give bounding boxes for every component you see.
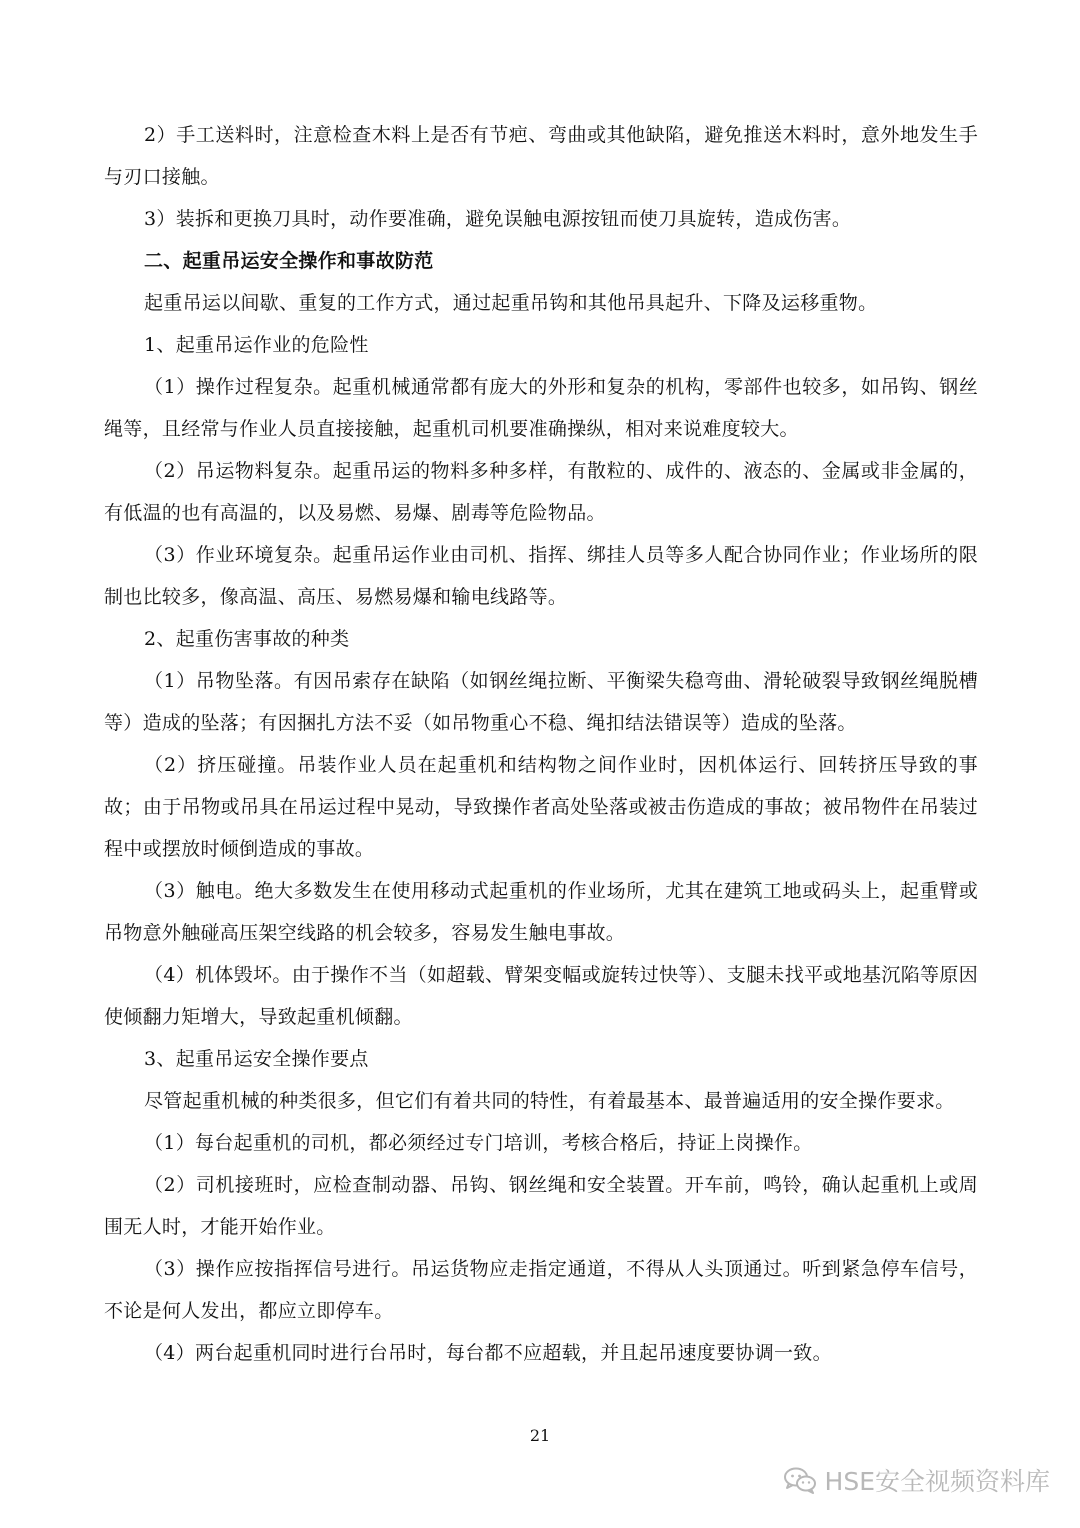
paragraph: （3）触电。绝大多数发生在使用移动式起重机的作业场所，尤其在建筑工地或码头上，起重臂或吊物意外触碰高压架空线路的机会较多，容易发生触电事故。 xyxy=(104,880,978,944)
subsection-heading: 2、起重伤害事故的种类 xyxy=(144,628,350,650)
page-content xyxy=(104,114,978,1374)
subsection-heading: 1、起重吊运作业的危险性 xyxy=(144,334,369,356)
paragraph: 3）装拆和更换刀具时，动作要准确，避免误触电源按钮而使刀具旋转，造成伤害。 xyxy=(144,208,852,230)
page-number: 21 xyxy=(529,1426,551,1445)
paragraph: 2）手工送料时，注意检查木料上是否有节疤、弯曲或其他缺陷，避免推送木料时，意外地发生手与刃口接触。 xyxy=(104,124,978,188)
paragraph: 起重吊运以间歇、重复的工作方式，通过起重吊钩和其他吊具起升、下降及运移重物。 xyxy=(144,292,878,314)
paragraph: （4）机体毁坏。由于操作不当（如超载、臂架变幅或旋转过快等）、支腿未找平或地基沉陷等原因使倾翻力矩增大，导致起重机倾翻。 xyxy=(104,964,978,1028)
paragraph: （3）作业环境复杂。起重吊运作业由司机、指挥、绑挂人员等多人配合协同作业；作业场所的限制也比较多，像高温、高压、易燃易爆和输电线路等。 xyxy=(104,544,978,608)
paragraph: （2）司机接班时，应检查制动器、吊钩、钢丝绳和安全装置。开车前，鸣铃，确认起重机上或周围无人时，才能开始作业。 xyxy=(104,1174,978,1238)
paragraph: 尽管起重机械的种类很多，但它们有着共同的特性，有着最基本、最普遍适用的安全操作要求。 xyxy=(144,1090,955,1112)
paragraph: （3）操作应按指挥信号进行。吊运货物应走指定通道，不得从人头顶通过。听到紧急停车信号，不论是何人发出，都应立即停车。 xyxy=(104,1258,978,1322)
paragraph: （2）吊运物料复杂。起重吊运的物料多种多样，有散粒的、成件的、液态的、金属或非金属的，有低温的也有高温的，以及易燃、易爆、剧毒等危险物品。 xyxy=(104,460,978,524)
watermark-text: HSE安全视频资料库 xyxy=(824,1467,1050,1496)
paragraph: （1）吊物坠落。有因吊索存在缺陷（如钢丝绳拉断、平衡梁失稳弯曲、滑轮破裂导致钢丝绳脱槽等）造成的坠落；有因捆扎方法不妥（如吊物重心不稳、绳扣结法错误等）造成的坠落。 xyxy=(104,670,978,734)
paragraph: （2）挤压碰撞。吊装作业人员在起重机和结构物之间作业时，因机体运行、回转挤压导致的事故；由于吊物或吊具在吊运过程中晃动，导致操作者高处坠落或被击伤造成的事故；被吊物件在吊装过程中或摆放时倾倒造成的事故。 xyxy=(104,754,978,860)
section-heading: 二、起重吊运安全操作和事故防范 xyxy=(144,250,434,272)
paragraph: （1）操作过程复杂。起重机械通常都有庞大的外形和复杂的机构，零部件也较多，如吊钩、钢丝绳等，且经常与作业人员直接接触，起重机司机要准确操纵，相对来说难度较大。 xyxy=(104,376,978,440)
subsection-heading: 3、起重吊运安全操作要点 xyxy=(144,1048,369,1070)
paragraph: （1）每台起重机的司机，都必须经过专门培训，考核合格后，持证上岗操作。 xyxy=(144,1132,813,1154)
wechat-icon xyxy=(783,1466,817,1494)
watermark xyxy=(783,1460,1050,1500)
paragraph: （4）两台起重机同时进行台吊时，每台都不应超载，并且起吊速度要协调一致。 xyxy=(144,1342,832,1364)
